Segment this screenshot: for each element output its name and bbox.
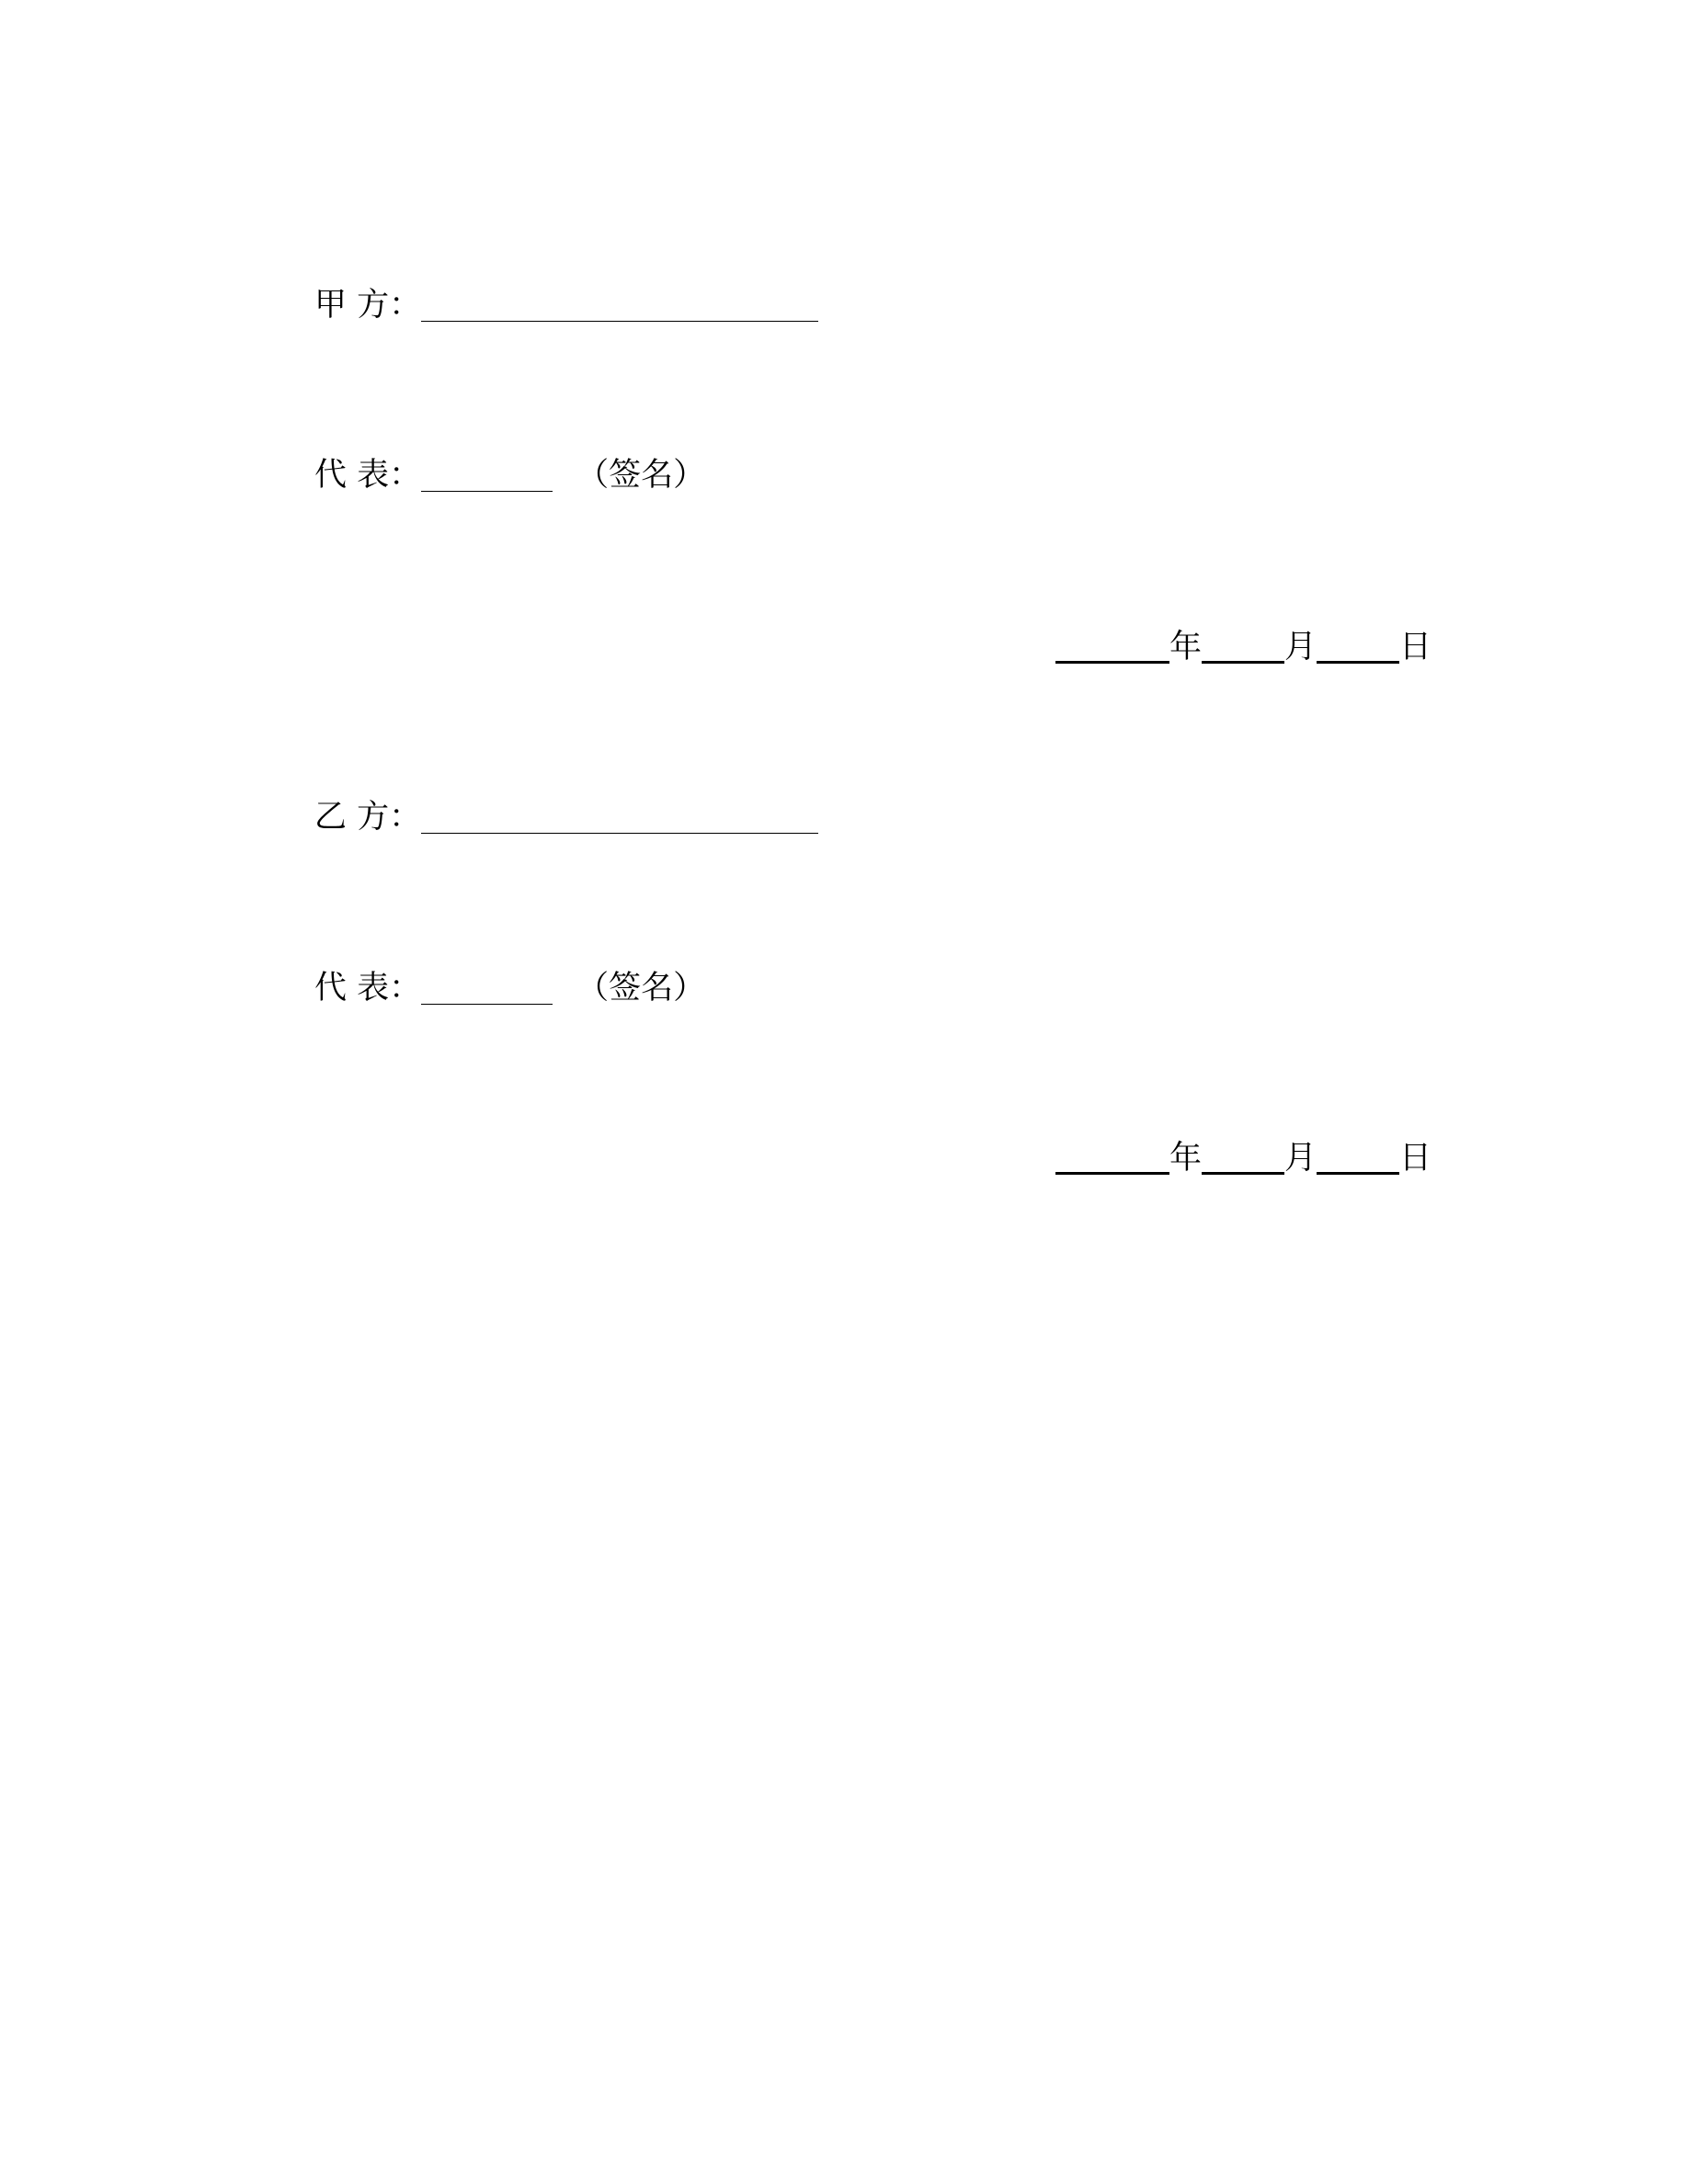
party-a-signature-note: （签名） — [576, 457, 706, 494]
party-b-representative-line — [314, 968, 705, 1008]
party-b-label: 乙 方： — [314, 799, 422, 836]
party-a-year-blank[interactable] — [1055, 661, 1169, 664]
party-a-label: 甲 方： — [314, 287, 422, 324]
party-b-month-blank[interactable] — [1202, 1172, 1284, 1175]
party-a-representative-label: 代 表： — [314, 457, 422, 494]
party-b-representative-label: 代 表： — [314, 970, 422, 1007]
party-a-representative-blank[interactable] — [421, 491, 553, 492]
party-a-name-blank[interactable] — [421, 321, 818, 322]
party-b-line — [314, 797, 818, 837]
party-a-representative-line — [314, 455, 705, 495]
party-a-day-blank[interactable] — [1317, 661, 1399, 664]
party-a-year-label: 年 — [1169, 629, 1203, 665]
party-b-day-label: 日 — [1399, 1140, 1432, 1177]
party-b-year-label: 年 — [1169, 1140, 1203, 1177]
party-a-day-label: 日 — [1399, 629, 1432, 665]
party-b-signature-note: （签名） — [576, 970, 706, 1007]
party-a-month-blank[interactable] — [1202, 661, 1284, 664]
party-b-month-label: 月 — [1284, 1140, 1317, 1177]
party-b-day-blank[interactable] — [1317, 1172, 1399, 1175]
party-a-line — [314, 285, 818, 325]
party-a-date-line — [1055, 627, 1431, 667]
party-b-representative-blank[interactable] — [421, 1004, 553, 1005]
party-b-year-blank[interactable] — [1055, 1172, 1169, 1175]
party-b-date-line — [1055, 1138, 1431, 1178]
party-b-name-blank[interactable] — [421, 833, 818, 834]
party-a-month-label: 月 — [1284, 629, 1317, 665]
